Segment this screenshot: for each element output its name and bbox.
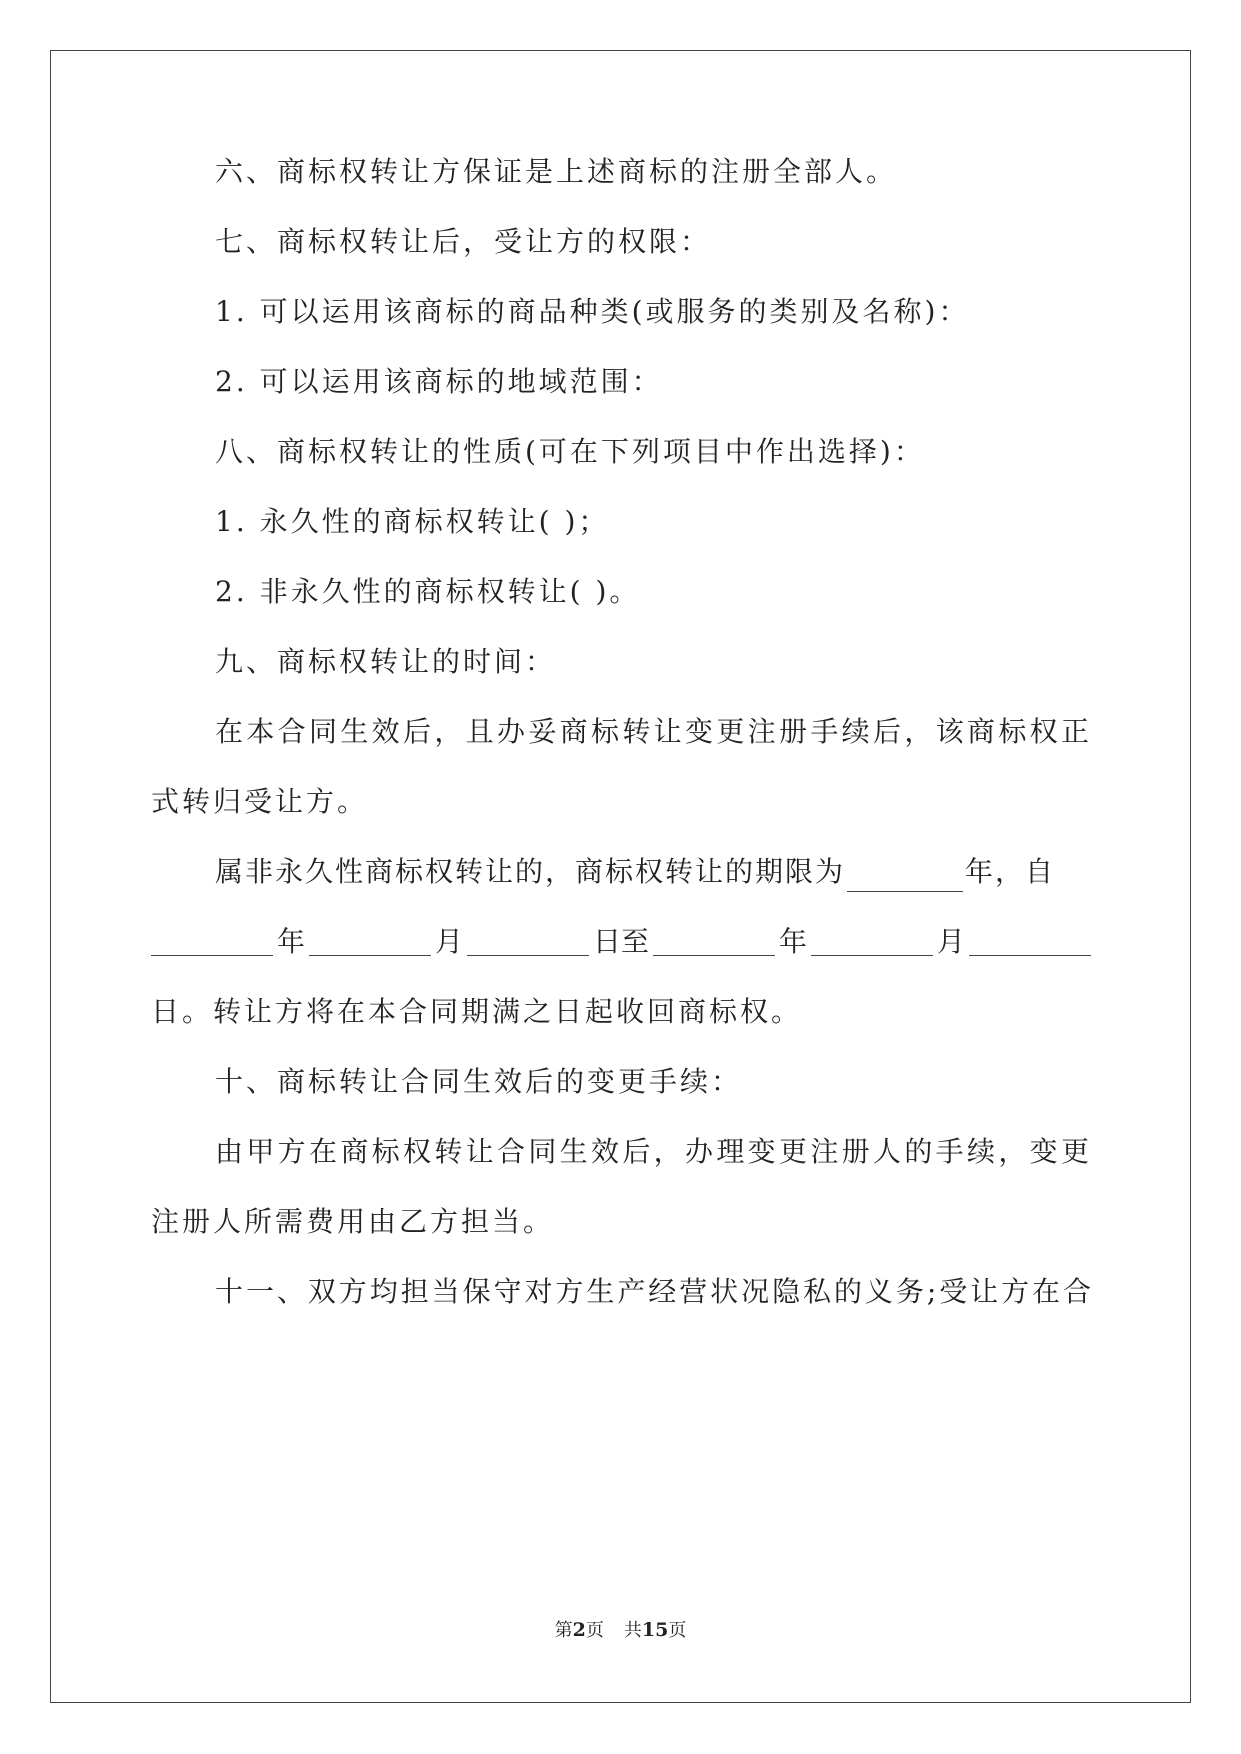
clause-ten-body-line-1: 由甲方在商标权转让合同生效后，办理变更注册人的手续，变更: [215, 1135, 1091, 1168]
term-line: [215, 852, 1091, 892]
end-year-blank[interactable]: [653, 925, 775, 956]
start-day-blank[interactable]: [467, 925, 589, 956]
total-suffix: 页: [668, 1620, 687, 1641]
unit-day-to: 日至: [592, 925, 649, 958]
date-range-line: [151, 922, 1091, 962]
term-text-pre: 属非永久性商标权转让的，商标权转让的期限为: [215, 855, 846, 888]
clause-eleven-line-1: 十一、双方均担当保守对方生产经营状况隐私的义务;受让方在合: [215, 1275, 1091, 1308]
clause-nine-body-line-1: 在本合同生效后，且办妥商标转让变更注册手续后，该商标权正: [215, 715, 1091, 748]
start-year-blank[interactable]: [151, 925, 273, 956]
end-day-blank[interactable]: [969, 925, 1091, 956]
page-prefix: 第: [554, 1620, 573, 1641]
unit-year-1: 年: [276, 925, 305, 958]
clause-six: 六、商标权转让方保证是上述商标的注册全部人。: [215, 155, 898, 188]
term-years-blank[interactable]: [847, 863, 963, 892]
clause-eight-item-2: 2. 非永久性的商标权转让( )。: [215, 575, 641, 608]
term-end-line: 日。转让方将在本合同期满之日起收回商标权。: [151, 995, 803, 1028]
term-text-post: 年，自: [965, 855, 1056, 888]
clause-seven-item-2: 2. 可以运用该商标的地域范围：: [215, 365, 663, 398]
total-prefix: 共: [623, 1620, 642, 1641]
page-footer: [0, 1616, 1241, 1642]
unit-month-1: 月: [434, 925, 463, 958]
end-month-blank[interactable]: [811, 925, 933, 956]
clause-seven-item-1: 1. 可以运用该商标的商品种类(或服务的类别及名称)：: [215, 295, 970, 328]
clause-nine-body-line-2: 式转归受让方。: [151, 785, 369, 818]
start-month-blank[interactable]: [309, 925, 431, 956]
clause-seven-heading: 七、商标权转让后，受让方的权限：: [215, 225, 712, 258]
clause-ten-heading: 十、商标转让合同生效后的变更手续：: [215, 1065, 743, 1098]
clause-eight-heading: 八、商标权转让的性质(可在下列项目中作出选择)：: [215, 435, 925, 468]
total-pages: 15: [641, 1619, 669, 1641]
page-suffix: 页: [585, 1620, 604, 1641]
page-number: 2: [572, 1619, 586, 1641]
unit-year-2: 年: [778, 925, 807, 958]
clause-eight-item-1: 1. 永久性的商标权转让( )；: [215, 505, 610, 538]
clause-ten-body-line-2: 注册人所需费用由乙方担当。: [151, 1205, 555, 1238]
clause-nine-heading: 九、商标权转让的时间：: [215, 645, 557, 678]
unit-month-2: 月: [936, 925, 965, 958]
